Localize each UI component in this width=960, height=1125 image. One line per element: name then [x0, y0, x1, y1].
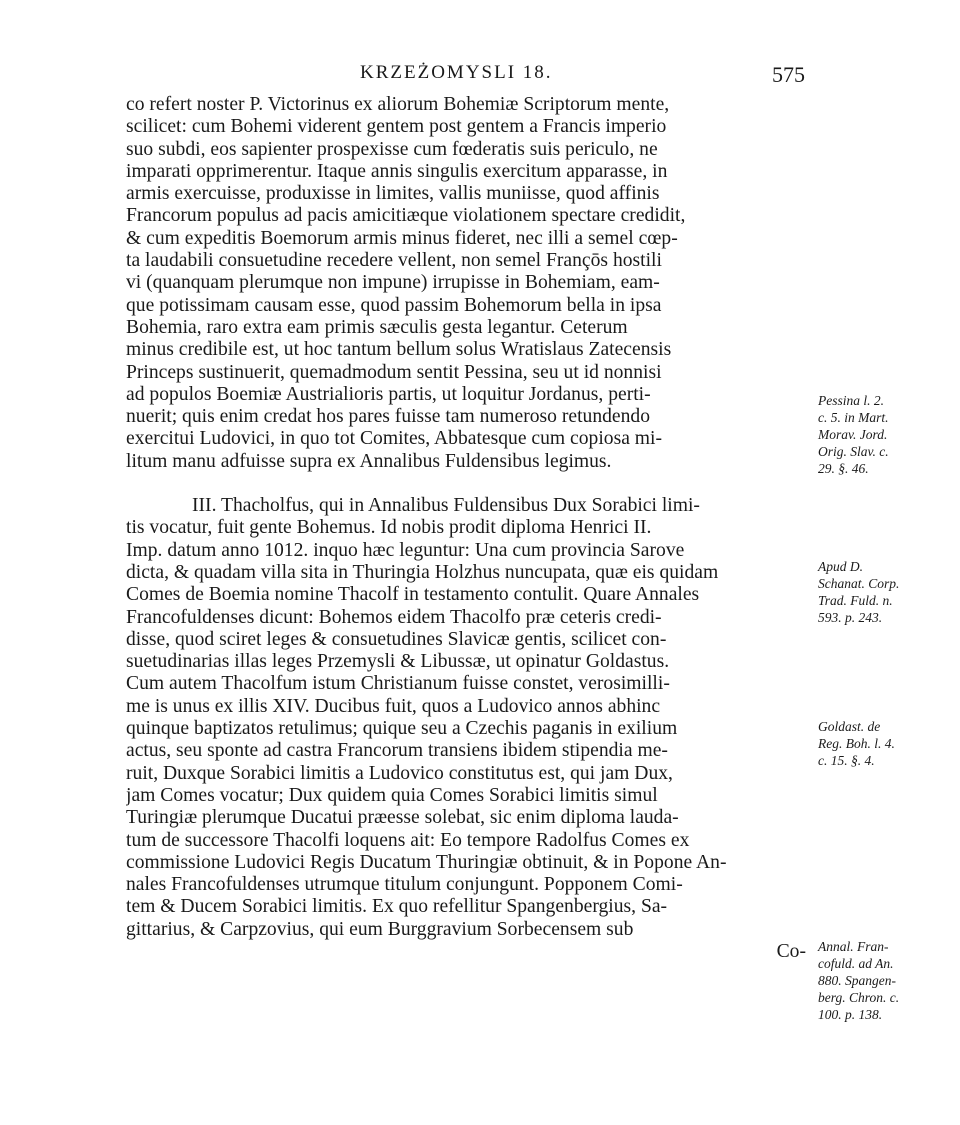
- margin-note-line: Apud D.: [818, 559, 863, 574]
- margin-note-line: berg. Chron. c.: [818, 990, 900, 1005]
- text-line: gittarius, & Carpzovius, qui eum Burggravium Sorbecensem sub: [126, 918, 634, 940]
- text-line: me is unus ex illis XIV. Ducibus fuit, quos a Ludovico annos abhinc: [126, 695, 661, 717]
- text-line: Imp. datum anno 1012. inquo hæc leguntur: Una cum provincia Sarove: [126, 539, 685, 561]
- page-number: 575: [772, 62, 805, 87]
- text-line: III. Thacholfus, qui in Annalibus Fuldensibus Dux Sorabici limi-: [192, 495, 700, 517]
- paragraph-1: [126, 94, 816, 473]
- page-header: [0, 62, 960, 92]
- running-title: KRZEŻOMYSLI 18.: [360, 62, 553, 83]
- text-line: Princeps sustinuerit, quemadmodum sentit Pessina, seu ut id nonnisi: [126, 361, 662, 383]
- text-line: minus credibile est, ut hoc tantum bellum solus Wratislaus Zatecensis: [126, 339, 672, 361]
- text-line: quinque baptizatos retulimus; quique seu a Czechis paganis in exilium: [126, 718, 678, 740]
- margin-note-line: c. 15. §. 4.: [818, 753, 875, 768]
- text-line: Comes de Boemia nomine Thacolf in testamento contulit. Quare Annales: [126, 584, 700, 606]
- text-line: dicta, & quadam villa sita in Thuringia Holzhus nuncupata, quæ eis quidam: [126, 561, 719, 583]
- main-text: [126, 94, 816, 963]
- text-line: Cum autem Thacolfum istum Christianum fuisse constet, verosimilli-: [126, 673, 670, 695]
- text-line: nuerit; quis enim credat hos pares fuisse tam numeroso retundendo: [126, 406, 650, 428]
- text-line: imparati opprimerentur. Itaque annis singulis exercitum apparasse, in: [126, 160, 668, 182]
- text-line: disse, quod sciret leges & consuetudines Slavicæ gentis, scilicet con-: [126, 628, 667, 650]
- margin-note-pessina: [818, 392, 942, 477]
- paragraph-spacer: [126, 473, 816, 495]
- margin-note-line: Pessina l. 2.: [818, 393, 884, 408]
- paragraph-2: [126, 495, 816, 941]
- margin-note-line: Reg. Boh. l. 4.: [818, 736, 895, 751]
- text-line: armis exercuisse, produxisse in limites, vallis muniisse, quod affinis: [126, 183, 660, 205]
- catchword: Co-: [776, 940, 806, 962]
- text-line: Turingiæ plerumque Ducatui præesse solebat, sic enim diploma lauda-: [126, 807, 679, 829]
- text-line: jam Comes vocatur; Dux quidem quia Comes Sorabici limitis simul: [126, 784, 658, 806]
- margin-note-line: Goldast. de: [818, 719, 881, 734]
- text-line: tum de successore Thacolfi loquens ait: Eo tempore Radolfus Comes ex: [126, 829, 690, 851]
- margin-note-line: Annal. Fran-: [818, 939, 889, 954]
- margin-note-line: 29. §. 46.: [818, 461, 869, 476]
- margin-note-goldast: [818, 718, 942, 769]
- margin-note-line: Trad. Fuld. n.: [818, 593, 893, 608]
- margin-note-line: 593. p. 243.: [818, 610, 883, 625]
- margin-note-line: Orig. Slav. c.: [818, 444, 889, 459]
- text-line: tis vocatur, fuit gente Bohemus. Id nobis prodit diploma Henrici II.: [126, 517, 652, 539]
- text-line: ruit, Duxque Sorabici limitis a Ludovico constitutus est, qui jam Dux,: [126, 762, 673, 784]
- margin-note-line: Morav. Jord.: [818, 427, 888, 442]
- text-line: Francorum populus ad pacis amicitiæque violationem spectare credidit,: [126, 205, 686, 227]
- margin-note-schanat: [818, 558, 942, 626]
- text-line: & cum expeditis Boemorum armis minus fideret, nec illi a semel cœp-: [126, 227, 678, 249]
- margin-note-line: c. 5. in Mart.: [818, 410, 889, 425]
- text-line: que potissimam causam esse, quod passim Bohemorum bella in ipsa: [126, 294, 662, 316]
- text-line: suetudinarias illas leges Przemysli & Libussæ, ut opinatur Goldastus.: [126, 651, 670, 673]
- margin-note-annales: [818, 938, 942, 1023]
- text-line: vi (quanquam plerumque non impune) irrupisse in Bohemiam, eam-: [126, 272, 660, 294]
- text-line: Bohemia, raro extra eam primis sæculis gesta legantur. Ceterum: [126, 316, 628, 338]
- text-line: actus, seu sponte ad castra Francorum transiens ibidem stipendia me-: [126, 740, 668, 762]
- margin-note-line: Schanat. Corp.: [818, 576, 900, 591]
- text-line: scilicet: cum Bohemi viderent gentem post gentem a Francis imperio: [126, 116, 667, 138]
- margin-note-line: cofuld. ad An.: [818, 956, 894, 971]
- text-line: ad populos Boemiæ Austrialioris partis, ut loquitur Jordanus, perti-: [126, 383, 651, 405]
- text-line: tem & Ducem Sorabici limitis. Ex quo refellitur Spangenbergius, Sa-: [126, 896, 668, 918]
- text-line: nales Francofuldenses utrumque titulum conjungunt. Popponem Comi-: [126, 874, 683, 896]
- text-line: litum manu adfuisse supra ex Annalibus Fuldensibus legimus.: [126, 450, 612, 472]
- text-line: suo subdi, eos sapienter prospexisse cum fœderatis suis periculo, ne: [126, 138, 658, 160]
- margin-note-line: 880. Spangen-: [818, 973, 896, 988]
- text-line: exercitui Ludovici, in quo tot Comites, Abbatesque cum copiosa mi-: [126, 428, 663, 450]
- text-line: ta laudabili consuetudine recedere vellent, non semel Françōs hostili: [126, 250, 662, 272]
- margin-note-line: 100. p. 138.: [818, 1007, 883, 1022]
- text-line: Francofuldenses dicunt: Bohemos eidem Thacolfo præ ceteris credi-: [126, 606, 662, 628]
- text-line: co refert noster P. Victorinus ex aliorum Bohemiæ Scriptorum mente,: [126, 94, 670, 115]
- text-line: commissione Ludovici Regis Ducatum Thuringiæ obtinuit, & in Popone An-: [126, 851, 727, 873]
